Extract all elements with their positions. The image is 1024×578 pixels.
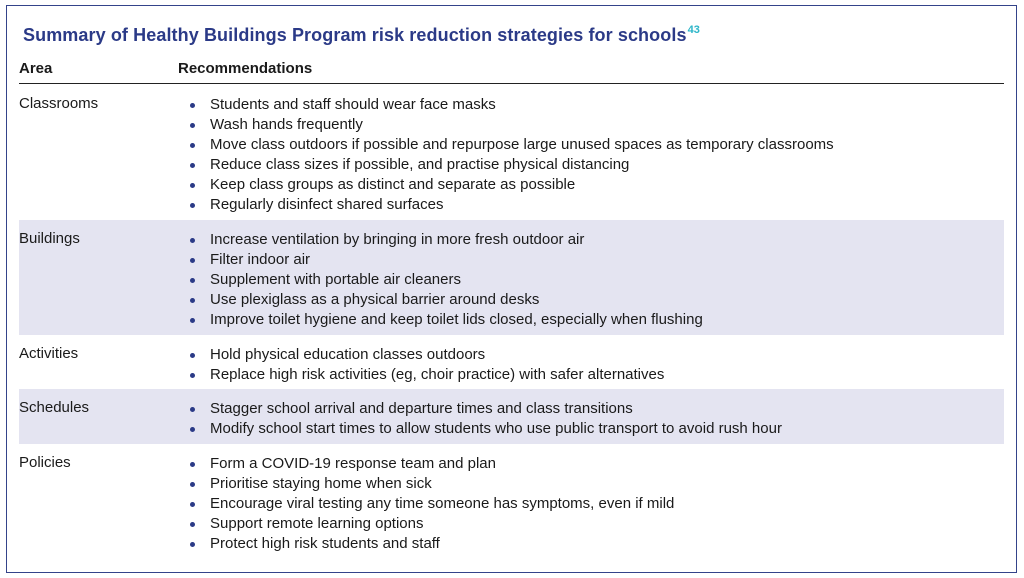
list-item-text: Prioritise staying home when sick — [210, 475, 432, 492]
list-item-text: Form a COVID-19 response team and plan — [210, 455, 496, 472]
bullet-icon — [190, 502, 195, 507]
column-header-recommendations: Recommendations — [178, 60, 313, 77]
list-item-text: Encourage viral testing any time someone has symptoms, even if mild — [210, 495, 675, 512]
table-row-classrooms — [19, 94, 1004, 219]
title-reference: 43 — [687, 24, 700, 36]
list-item — [190, 345, 664, 365]
list-item — [190, 95, 834, 115]
list-item — [190, 494, 674, 514]
list-item — [190, 514, 674, 534]
list-item — [190, 250, 703, 270]
recommendation-list — [190, 95, 834, 215]
area-label: Buildings — [19, 230, 80, 247]
list-item — [190, 310, 703, 330]
bullet-icon — [190, 103, 195, 108]
table-row-schedules — [19, 389, 1004, 444]
list-item — [190, 399, 782, 419]
list-item — [190, 454, 674, 474]
list-item — [190, 419, 782, 439]
list-item-text: Filter indoor air — [210, 251, 311, 268]
bullet-icon — [190, 482, 195, 487]
list-item-text: Increase ventilation by bringing in more fresh outdoor air — [210, 231, 585, 248]
list-item-text: Stagger school arrival and departure times and class transitions — [210, 400, 633, 417]
bullet-icon — [190, 373, 195, 378]
list-item-text: Wash hands frequently — [210, 116, 363, 133]
list-item — [190, 290, 703, 310]
list-item — [190, 270, 703, 290]
bullet-icon — [190, 462, 195, 467]
table-title — [23, 25, 700, 46]
table-frame — [6, 5, 1017, 573]
list-item-text: Hold physical education classes outdoors — [210, 346, 486, 363]
list-item-text: Move class outdoors if possible and repurpose large unused spaces as temporary classrooms — [210, 136, 834, 153]
list-item-text: Support remote learning options — [210, 515, 424, 532]
bullet-icon — [190, 123, 195, 128]
list-item — [190, 115, 834, 135]
bullet-icon — [190, 522, 195, 527]
bullet-icon — [190, 318, 195, 323]
list-item-text: Improve toilet hygiene and keep toilet lids closed, especially when flushing — [210, 311, 703, 328]
bullet-icon — [190, 278, 195, 283]
recommendation-list — [190, 454, 674, 554]
area-label: Schedules — [19, 399, 90, 416]
bullet-icon — [190, 238, 195, 243]
list-item — [190, 175, 834, 195]
recommendation-list — [190, 345, 664, 385]
bullet-icon — [190, 143, 195, 148]
bullet-icon — [190, 203, 195, 208]
area-label: Policies — [19, 454, 71, 471]
bullet-icon — [190, 163, 195, 168]
bullet-icon — [190, 298, 195, 303]
list-item — [190, 474, 674, 494]
area-label: Activities — [19, 345, 79, 362]
list-item-text: Use plexiglass as a physical barrier around desks — [210, 291, 540, 308]
title-text: Summary of Healthy Buildings Program risk reduction strategies for schools — [23, 25, 687, 45]
column-header-area: Area — [19, 60, 53, 77]
list-item-text: Regularly disinfect shared surfaces — [210, 196, 444, 213]
table-row-buildings — [19, 220, 1004, 335]
list-item — [190, 230, 703, 250]
list-item — [190, 195, 834, 215]
list-item-text: Reduce class sizes if possible, and practise physical distancing — [210, 156, 630, 173]
table-row-policies — [19, 444, 1004, 562]
list-item-text: Keep class groups as distinct and separate as possible — [210, 176, 576, 193]
list-item — [190, 365, 664, 385]
recommendation-list — [190, 399, 782, 439]
bullet-icon — [190, 542, 195, 547]
list-item — [190, 135, 834, 155]
area-label: Classrooms — [19, 95, 99, 112]
list-item-text: Students and staff should wear face masks — [210, 96, 496, 113]
recommendation-list — [190, 230, 703, 330]
bullet-icon — [190, 258, 195, 263]
header-divider — [19, 83, 1004, 84]
list-item-text: Modify school start times to allow students who use public transport to avoid rush hour — [210, 420, 782, 437]
list-item — [190, 534, 674, 554]
table-row-activities — [19, 335, 1004, 389]
bullet-icon — [190, 353, 195, 358]
list-item-text: Protect high risk students and staff — [210, 535, 440, 552]
bullet-icon — [190, 427, 195, 432]
list-item-text: Replace high risk activities (eg, choir practice) with safer alternatives — [210, 366, 665, 383]
list-item — [190, 155, 834, 175]
bullet-icon — [190, 183, 195, 188]
bullet-icon — [190, 407, 195, 412]
list-item-text: Supplement with portable air cleaners — [210, 271, 461, 288]
